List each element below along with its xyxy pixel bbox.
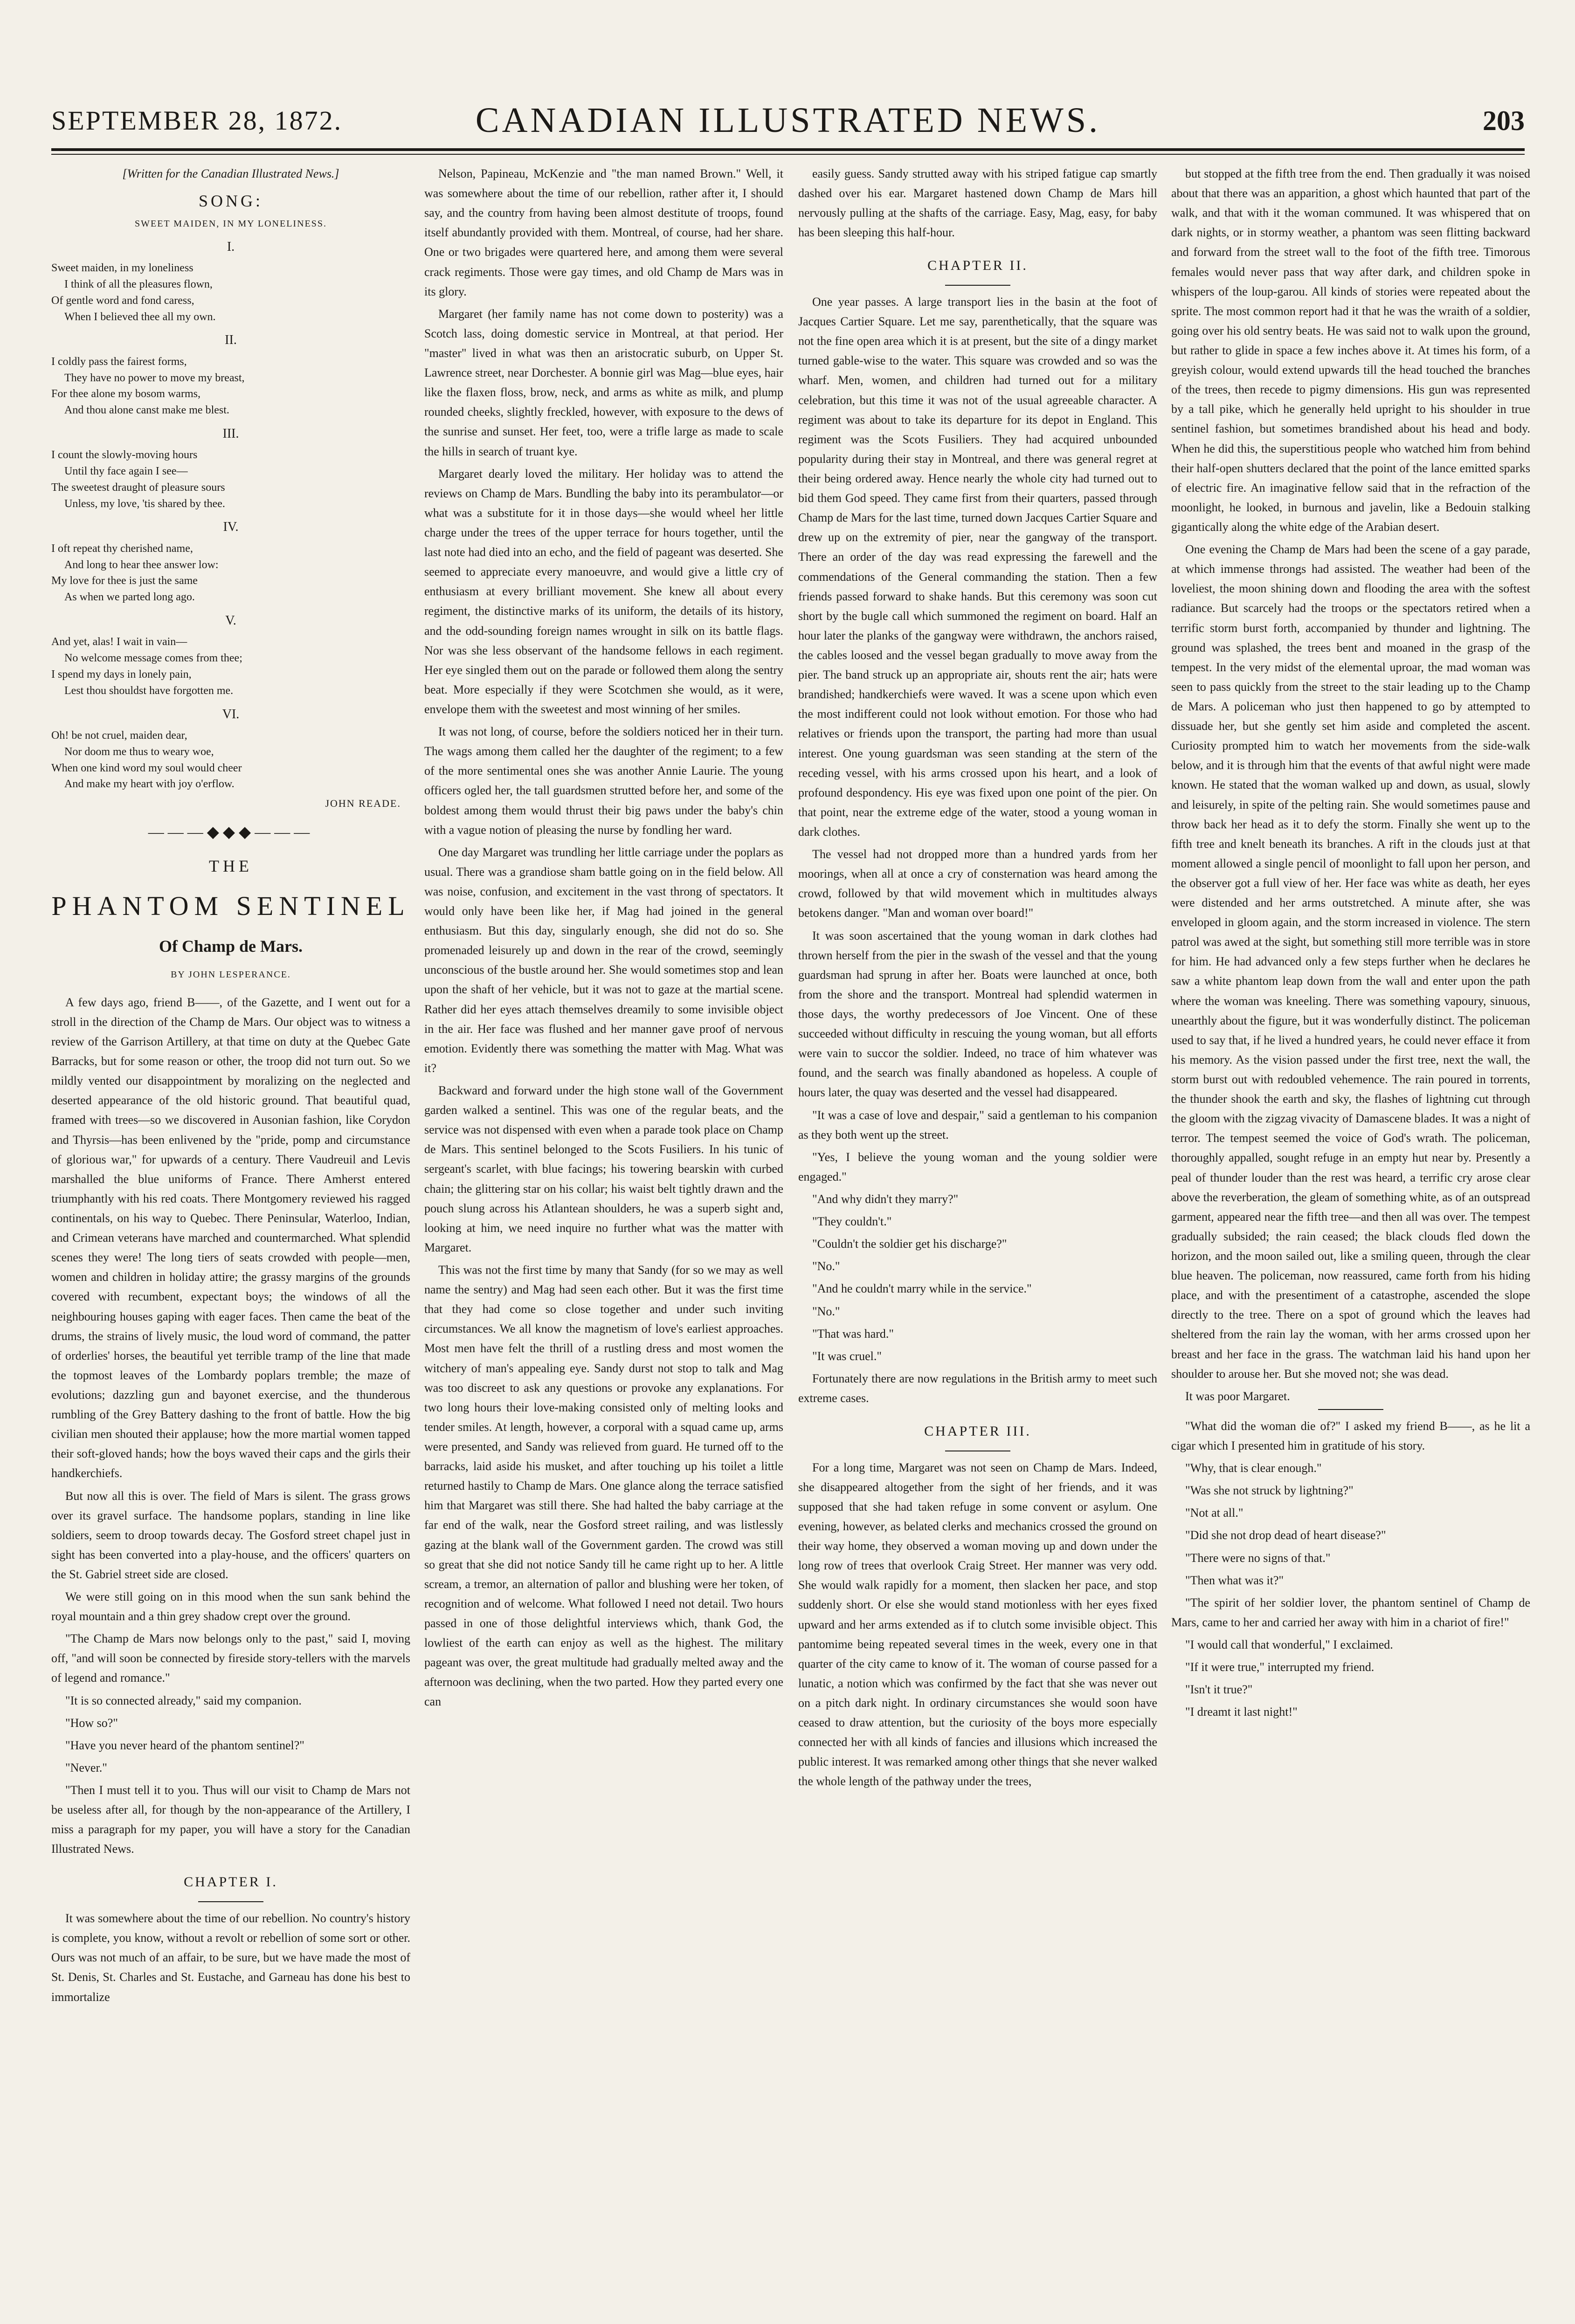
paragraph: "It is so connected already," said my companion. [65, 1693, 302, 1707]
verse-line: As when we parted long ago. [64, 591, 195, 604]
paragraph: "Was she not struck by lightning?" [1185, 1484, 1354, 1498]
verse-line: My love for thee is just the same [51, 575, 198, 587]
story-the: THE [209, 856, 253, 875]
paragraph: easily guess. Sandy strutted away with his striped fatigue cap smartly dashed over his ear. Margaret hastened down Champ de Mars hill nervously pulling at the shafts of the carriage. Easy, Mag, easy, for baby has been sleeping this half-hour. [798, 167, 1157, 240]
poem-credit: [Written for the Canadian Illustrated News.] [122, 167, 339, 180]
paragraph: "No." [812, 1259, 840, 1273]
paragraph: It was poor Margaret. [1185, 1389, 1290, 1403]
column-1-tail [51, 1909, 410, 2007]
stanza [51, 260, 410, 325]
paragraph: It was somewhere about the time of our rebellion. No country's history is complete, you know, without a revolt or rebellion of some sort or other. Ours was not much of an affair, to be sure, but we have made the most of St. Denis, St. Charles and St. Eustache, and Garneau has done his best to immortalize [51, 1911, 410, 2004]
paragraph: But now all this is over. The field of Mars is silent. The grass grows over its gravel surface. The handsome poplars, standing in line like soldiers, seem to droop towards decay. The Gosford street chapel just in sight has been converted into a play-house, and the officers' quarters on the St. Gabriel street side are closed. [51, 1489, 410, 1581]
verse-line: And long to hear thee answer low: [64, 558, 219, 571]
verse-line: I think of all the pleasures flown, [64, 278, 213, 290]
verse-line: I coldly pass the fairest forms, [51, 355, 187, 368]
stanza [51, 447, 410, 512]
stanza-number: IV. [223, 520, 239, 535]
verse-line: And make my heart with joy o'erflow. [64, 778, 235, 791]
paragraph: "There were no signs of that." [1185, 1551, 1331, 1565]
story-title: PHANTOM SENTINEL [51, 891, 410, 921]
paragraph: For a long time, Margaret was not seen on Champ de Mars. Indeed, she disappeared altogether from the sight of her friends, and it was supposed that she had taken refuge in some convent or asylum. One evening, however, as belated clerks and mechanics crossed the ground on their way home, they observed a woman moving up and down under the long row of trees that overlook Craig Street. Her manner was very odd. She would walk rapidly for a moment, then slacken her pace, and stop suddenly short. Or else she would stand motionless with her eyes fixed upward and her arms extended as if to clutch some invisible object. This pantomime being repeated several times in the week, every one in that quarter of the city came to know of it. The woman of course passed for a lunatic, a notion which was confirmed by the fact that she was never out on a pitch dark night. In ordinary circumstances she would soon have ceased to draw attention, but the curiosity of the boys more especially connected her with all kinds of fancies and illusions which increased the public interest. It was remarked among other things that she never walked the whole length of the pathway under the trees, [798, 1460, 1157, 1788]
paragraph: "And why didn't they marry?" [812, 1192, 959, 1206]
poem-subtitle: SWEET MAIDEN, IN MY LONELINESS. [135, 219, 327, 229]
page-number: 203 [1483, 105, 1525, 136]
stanza-number: V. [225, 613, 236, 628]
paragraph: "The Champ de Mars now belongs only to the past," said I, moving off, "and will soon be connected by fireside story-tellers with the marvels of legend and romance." [51, 1632, 410, 1685]
story-subtitle: Of Champ de Mars. [159, 937, 303, 956]
column-3-body [798, 292, 1157, 1408]
paragraph: Margaret (her family name has not come down to posterity) was a Scotch lass, doing domestic service in Montreal, at that period. Her "master" lived in what was then an aristocratic suburb, on Upper St. Lawrence street, near Dorchester. A bonnie girl was Mag—blue eyes, hair like the flaxen floss, brow, neck, and arms as white as milk, and plump rounded cheeks, slightly freckled, however, with exposure to the dews of the sunrise and sunset. Her feet, too, were a trifle large as made to scale the hills in search of truant kye. [424, 307, 783, 458]
verse-line: Lest thou shouldst have forgotten me. [64, 684, 234, 697]
chapter-divider [198, 1901, 263, 1902]
paragraph: One year passes. A large transport lies in the basin at the foot of Jacques Cartier Square. Let me say, parenthetically, that the square was not the fine open area which it is at present, but the site of a dingy market turned gable-wise to the water. This square was crowded and so was the wharf. Men, women, and children had turned out for a military celebration, but this time it was not of the usual agreeable character. A regiment was about to take its departure for its depot in England. This regiment was the Scots Fusiliers. They had acquired unbounded popularity during their stay in Montreal, and there was general regret at their being ordered away. Hence nearly the whole city had turned out to bid them God speed. They came first from their quarters, passed through Champ de Mars for the last time, turned down Jacques Cartier Square and drew up on the extremity of pier, near the gangway of the transport. There an order of the day was read expressing the farewell and the commendations of the General commanding the station. Then a few friends passed forward to shake hands. But this ceremony was soon cut short by the bugle call which summoned the regiment on board. Half an hour later the planks of the gangway were withdrawn, the anchors raised, the cables loosed and the vessel began gradually to move away from the pier. The band struck up an appropriate air, shouts rent the air; hats were brandished; handkerchiefs were waved. It was a scene upon which even the most indifferent could not look without emotion. For those who had relatives or friends upon the transport, the parting had more than usual interest. One young guardsman was seen standing at the stern of the receding vessel, with his arms crossed upon his heart, and a look of profound despondency. His eye was fixed upon one point of the pier. On that point, near the extreme edge of the water, stood a young woman in dark clothes. [798, 295, 1157, 839]
chapter-divider [945, 285, 1010, 286]
column-4-tail [1171, 1416, 1530, 1722]
paragraph: "Isn't it true?" [1185, 1683, 1253, 1697]
verse-line: They have no power to move my breast, [64, 371, 245, 384]
poem-heading: SONG: [198, 192, 263, 211]
paragraph: "Not at all." [1185, 1506, 1243, 1520]
column-1 [51, 164, 410, 2290]
paragraph: "Never." [65, 1760, 107, 1774]
chapter-heading: CHAPTER II. [927, 258, 1028, 274]
verse-line: Of gentle word and fond caress, [51, 294, 194, 307]
paragraph: It was not long, of course, before the soldiers noticed her in their turn. The wags among them called her the daughter of the regiment; to a few of the more sentimental ones she was another Annie Laurie. The young officers ogled her, the tall guardsmen strutted before her, and some of the boldest among them would thrust their big paws under the baby's chin with a vague notion of pleasing the nurse by fondling her ward. [424, 725, 783, 837]
ornament-divider: ———◆◆◆——— [148, 823, 314, 841]
stanza-number: I. [227, 239, 235, 254]
paragraph: but stopped at the fifth tree from the end. Then gradually it was noised about that there was an apparition, a ghost which haunted that part of the walk, and that with it the woman communed. It was whispered that on dark nights, or in stormy weather, a phantom was seen flitting backward and forward from the street wall to the foot of the fifth tree. Timorous females would never pass that way after dark, and children spoke in whispers of the loup-garou. All kinds of stories were repeated about the sprite. The most common report had it that he was the wraith of a soldier, going over his old sentry beats. He was said not to walk upon the ground, but rather to glide in space a few inches above it. At times his form, of a greyish colour, would extend upwards till the head touched the branches of the trees, then recede to pigmy dimensions. His gun was represented by a tall pike, which he generally held upright to his shoulder in true sentinel fashion, but sometimes brandished about his head and body. When he did this, the superstitious people who watched him from behind their half-open shutters declared that the point of the lance emitted sparks of electric fire. An imaginative fellow said that in the refraction of the moonlight, he looked, in burnous and javelin, like a Bedouin stalking gigantically along the white edge of the Arabian desert. [1171, 167, 1530, 534]
paragraph: One day Margaret was trundling her little carriage under the poplars as usual. There was a grandiose sham battle going on in the field below. All was noise, confusion, and excitement in the vast throng of spectators. It would only have been like her, if Mag had joined in the general enthusiasm. But this day, singularly enough, she did not do so. She promenaded leisurely up and down in the rear of the crowd, seemingly unconscious of the bustle around her. She would sometimes stop and lean upon the shaft of her vehicle, but it was not to gaze at the martial scene. Rather did her eyes attach themselves dreamily to some invisible object in the air. Her face was flushed and her manner gave proof of nervous emotion. Evidently there was something the matter with Mag. What was it? [424, 845, 783, 1075]
column-3-intro [798, 164, 1157, 242]
stanza [51, 728, 410, 792]
paragraph: "If it were true," interrupted my friend. [1185, 1660, 1375, 1674]
stanza [51, 541, 410, 605]
verse-line: And yet, alas! I wait in vain— [51, 636, 187, 648]
paragraph: It was soon ascertained that the young woman in dark clothes had thrown herself from the pier in the swash of the vessel and that the young guardsman had sprung in after her. Boats were launched at once, both from the shore and the transport. Montreal had splendid watermen in those days, the worthy predecessors of Joe Vincent. One of these succeeded without difficulty in rescuing the young woman, but all efforts were vain to succor the soldier. Indeed, no trace of him whatever was found, and the search was finally abandoned as hopeless. A couple of hours later, the quay was deserted and the vessel had disappeared. [798, 928, 1157, 1100]
verse-line: Until thy face again I see— [64, 465, 188, 478]
issue-date: SEPTEMBER 28, 1872. [51, 105, 343, 136]
verse-line: And thou alone canst make me blest. [64, 404, 229, 417]
verse-line: Oh! be not cruel, maiden dear, [51, 729, 187, 742]
paragraph: "Yes, I believe the young woman and the young soldier were engaged." [798, 1150, 1157, 1183]
poem-signature: JOHN READE. [325, 798, 401, 810]
paragraph: "I would call that wonderful," I exclaimed. [1185, 1637, 1393, 1651]
column-4 [1171, 164, 1530, 2290]
column-1-body [51, 993, 410, 1859]
column-2-body [424, 164, 783, 1712]
paragraph: One evening the Champ de Mars had been the scene of a gay parade, at which immense throngs had assisted. The weather had been of the loveliest, the moon shining down and flooding the area with the softest radiance. But scarcely had the troops or the spectators retired when a terrific storm burst forth, accompanied by thunder and lightning. The ground was splashed, the trees bent and moaned in the grasp of the tempest. In the very midst of the elemental uproar, the mad woman was seen to pass quickly from the street to the stair leading up to the Champ de Mars. A policeman who just then happened to go by attempted to dissuade her, but she gently set him aside and completed the ascent. Curiosity prompted him to watch her movements from the side-walk below, and it is through him that the events of that awful night were made known. He stated that the woman walked up and down, as usual, slowly and leisurely, in spite of the pelting rain. She would sometimes pause and throw back her head as it to defy the storm. Finally she went up to the fifth tree and knelt beneath its branches. A rift in the clouds just at that moment allowed a single pencil of moonlight to fall upon her person, and the observer got a full view of her. Her face was white as death, her eyes were distended and her arms outstretched. A minute after, she was enveloped in gloom again, and the storm increased in violence. The stern patrol was awed at the sight, but something still more terrible was in store for him. He had advanced only a few steps further when he declares he saw a white phantom leap down from the wall and enter upon the path where the woman was kneeling. There was something vapoury, sinuous, unearthly about the figure, but it was wonderfully distinct. The policeman used to say that, if he lived a hundred years, he could never efface it from his memory. As the vision passed under the first tree, next the wall, the storm burst out with redoubled vehemence. The rain poured in torrents, the thunder shook the earth and sky, the flashes of lightning cut through the gloom with the zigzag vivacity of Damascene blades. It was a night of terror. The tempest seemed the voice of God's wrath. The policeman, thoroughly appalled, sought refuge in an empty hut near by. Presently a peal of thunder louder than the rest was heard, a terrific cry arose clear above the reverberation, the gleam of something white, as of an outspread garment, appeared near the fifth tree—and then all was over. The tempest gradually subsided; the rain ceased; the black clouds fled down the horizon, and the moon sailed out, like a smiling queen, through the clear blue heaven. The policeman, now reassured, came forth from his hiding place, and with the presentiment of a catastrophe, ascended the slope directly to the tree. There on a spot of ground which the leaves had sheltered from the rain lay the woman, with her arms crossed upon her breast and her face in the grass. The watchman laid his hand upon her shoulder to arouse her. But she moved not; she was dead. [1171, 543, 1530, 1381]
paragraph: "What did the woman die of?" I asked my friend B——, as he lit a cigar which I presented him in gratitude of his story. [1171, 1419, 1530, 1452]
header-rule [51, 148, 1525, 151]
stanza-number: VI. [222, 707, 240, 722]
story-byline: BY JOHN LESPERANCE. [171, 969, 291, 980]
paragraph: "I dreamt it last night!" [1185, 1705, 1298, 1719]
chapter-heading: CHAPTER I. [184, 1874, 278, 1890]
paragraph: "Have you never heard of the phantom sentinel?" [65, 1738, 304, 1752]
paragraph: "How so?" [65, 1716, 118, 1730]
column-4-body [1171, 164, 1530, 1406]
verse-line: When I believed thee all my own. [64, 310, 216, 323]
chapter-heading: CHAPTER III. [924, 1423, 1031, 1439]
paragraph: "Couldn't the soldier get his discharge?" [812, 1237, 1007, 1251]
poem-stanzas [51, 236, 410, 792]
column-3-tail [798, 1458, 1157, 1792]
paragraph: Nelson, Papineau, McKenzie and "the man named Brown." Well, it was somewhere about the time of our rebellion, rather after it, I should say, and the country from having been almost destitute of troops, found itself abundantly provided with them. Montreal, of course, had her share. One or two brigades were quartered here, and among them were several crack regiments. Those were gay times, and old Champ de Mars was in its glory. [424, 167, 783, 298]
verse-line: I spend my days in lonely pain, [51, 668, 192, 681]
verse-line: I oft repeat thy cherished name, [51, 542, 193, 555]
newspaper-title: CANADIAN ILLUSTRATED NEWS. [475, 101, 1101, 140]
masthead [51, 100, 1525, 151]
verse-line: I count the slowly-moving hours [51, 449, 198, 461]
verse-line: For thee alone my bosom warms, [51, 388, 200, 400]
column-2 [424, 164, 783, 2290]
column-3 [798, 164, 1157, 2290]
paragraph: "No." [812, 1304, 840, 1318]
header-rule-thin [51, 154, 1525, 155]
paragraph: "Then what was it?" [1185, 1573, 1284, 1587]
paragraph: We were still going on in this mood when the sun sank behind the royal mountain and a thin grey shadow crept over the ground. [51, 1590, 410, 1623]
verse-line: The sweetest draught of pleasure sours [51, 481, 225, 494]
paragraph: "The spirit of her soldier lover, the phantom sentinel of Champ de Mars, came to her and carried her away with him in a chariot of fire!" [1171, 1595, 1530, 1629]
verse-line: When one kind word my soul would cheer [51, 762, 242, 774]
verse-line: Unless, my love, 'tis shared by thee. [64, 497, 225, 510]
paragraph: Backward and forward under the high stone wall of the Government garden walked a sentinel. This was one of the regular beats, and the service was not dispensed with even when a parade took place on Champ de Mars. This sentinel belonged to the Scots Fusiliers. In his tunic of sergeant's scarlet, with blue facings; his towering bearskin with curbed chain; the glittering star on his collar; his waist belt tightly drawn and the pouch slung across his Atlantean shoulders, he was a superb sight and, looking at him, we need inquire no further what was the matter with Margaret. [424, 1084, 783, 1254]
paragraph: This was not the first time by many that Sandy (for so we may as well name the sentry) and Mag had seen each other. But it was the first time that they had come so close together and under such inviting circumstances. We all know the magnetism of love's earliest approaches. Most men have felt the thrill of a rustling dress and most women the witchery of man's appealing eye. Sandy durst not stop to talk and Mag was too discreet to ask any questions or provoke any explanations. For two long hours their love-making consisted only of melting looks and tender smiles. At length, however, a corporal with a squad came up, arms were presented, and Sandy was relieved from guard. He turned off to the barracks, laid aside his musket, and after touching up his toilet a little returned hastily to Champ de Mars. One glance along the terrace satisfied him that Margaret was still there. She had halted the baby carriage at the far end of the walk, near the Gosford street railing, and was listlessly gazing at the blank wall of the Government garden. The crowd was still so great that she did not notice Sandy till he came right up to her. A little scream, a tremor, an alternation of pallor and blushing were her token, of recognition and of welcome. What followed I need not detail. Two hours passed in one of those delightful interviews which, thank God, the lowliest of the earth can enjoy as well as the highest. The military pageant was over, the great multitude had gradually melted away and the afternoon was declining, when the two parted. How they parted every one can [424, 1263, 783, 1709]
stanza-number: III. [222, 426, 239, 441]
verse-line: Sweet maiden, in my loneliness [51, 262, 193, 275]
stanza [51, 354, 410, 419]
paragraph: "Did she not drop dead of heart disease?" [1185, 1528, 1386, 1542]
paragraph: Fortunately there are now regulations in the British army to meet such extreme cases. [798, 1371, 1157, 1405]
paragraph: "And he couldn't marry while in the service." [812, 1282, 1032, 1296]
section-divider [1318, 1409, 1383, 1410]
stanza [51, 634, 410, 699]
verse-line: Nor doom me thus to weary woe, [64, 745, 214, 758]
stanza-number: II. [225, 333, 237, 348]
paragraph: "That was hard." [812, 1327, 894, 1341]
paragraph: Margaret dearly loved the military. Her holiday was to attend the reviews on Champ de Mars. Bundling the baby into its perambulator—or what was a substitute for it in those days—she would wheel her little charge under the trees of the upper terrace for hours together, until the last note had died into an echo, and the field of pageant was deserted. She seemed to appreciate every manoeuvre, and would give a little cry of enthusiasm at every brilliant movement. She knew all about every regiment, the distinctive marks of its uniform, the details of its history, and the odd-sounding foreign names wrought in silk on its battle flags. Nor was she less observant of the handsome fellows in each regiment. Her eye singled them out on the parade or followed them along the sentry beat. More especially if they were Scotchmen she would, as it were, envelope them with the sweetest and most winning of her smiles. [424, 467, 783, 716]
verse-line: No welcome message comes from thee; [64, 652, 242, 665]
paragraph: A few days ago, friend B——, of the Gazette, and I went out for a stroll in the direction of the Champ de Mars. Our object was to witness a review of the Garrison Artillery, at that time on duty at the Quebec Gate Barracks, but for some reason or other, the troop did not turn out. So we mildly vented our disappointment by moralizing on the neglected and deserted appearance of the old historic ground. That beautiful quad, framed with trees—so we discovered in Ausonian fashion, like Corydon and Thyrsis—has been enlivened by the "pride, pomp and circumstance of glorious war," for upwards of a century. There Vaudreuil and Levis marshalled the blue uniforms of France. There Amherst entered triumphantly with his red coats. There Montgomery reviewed his ragged continentals, on his way to Quebec. There Peninsular, Waterloo, Indian, and Crimean veterans have marched and countermarched. What splendid scenes they were! The long tiers of seats crowded with people—men, women and children in holiday attire; the grassy margins of the grounds covered with recumbent, expectant boys; the windows of all the neighbouring houses gaping with eager faces. Then came the beat of the drums, the strains of lively music, the loud word of command, the patter of orderlies' horses, the beautiful yet terrible tramp of the line that made the topmost leaves of the Lombardy poplars tremble; the maze of evolutions; dazzling gun and bayonet exercise, and the thunderous rumbling of the Grey Battery dashing to the front of battle. How the big civilian men shouted their applause; how the more martial women tapped their soft-gloved hands; how the boys waved their caps and the girls their handkerchiefs. [51, 995, 410, 1480]
paragraph: "Why, that is clear enough." [1185, 1461, 1322, 1475]
paragraph: "It was cruel." [812, 1349, 882, 1363]
paragraph: The vessel had not dropped more than a hundred yards from her moorings, when all at once a cry of consternation was heard among the crowd, followed by that wild movement which in multitudes always betokens danger. "Man and woman over board!" [798, 847, 1157, 920]
paragraph: "It was a case of love and despair," said a gentleman to his companion as they both went up the street. [798, 1108, 1157, 1141]
paragraph: "Then I must tell it to you. Thus will our visit to Champ de Mars not be useless after all, for though by the non-appearance of the Artillery, I miss a paragraph for my paper, you will have a story for the Canadian Illustrated News. [51, 1783, 410, 1856]
paragraph: "They couldn't." [812, 1215, 892, 1229]
